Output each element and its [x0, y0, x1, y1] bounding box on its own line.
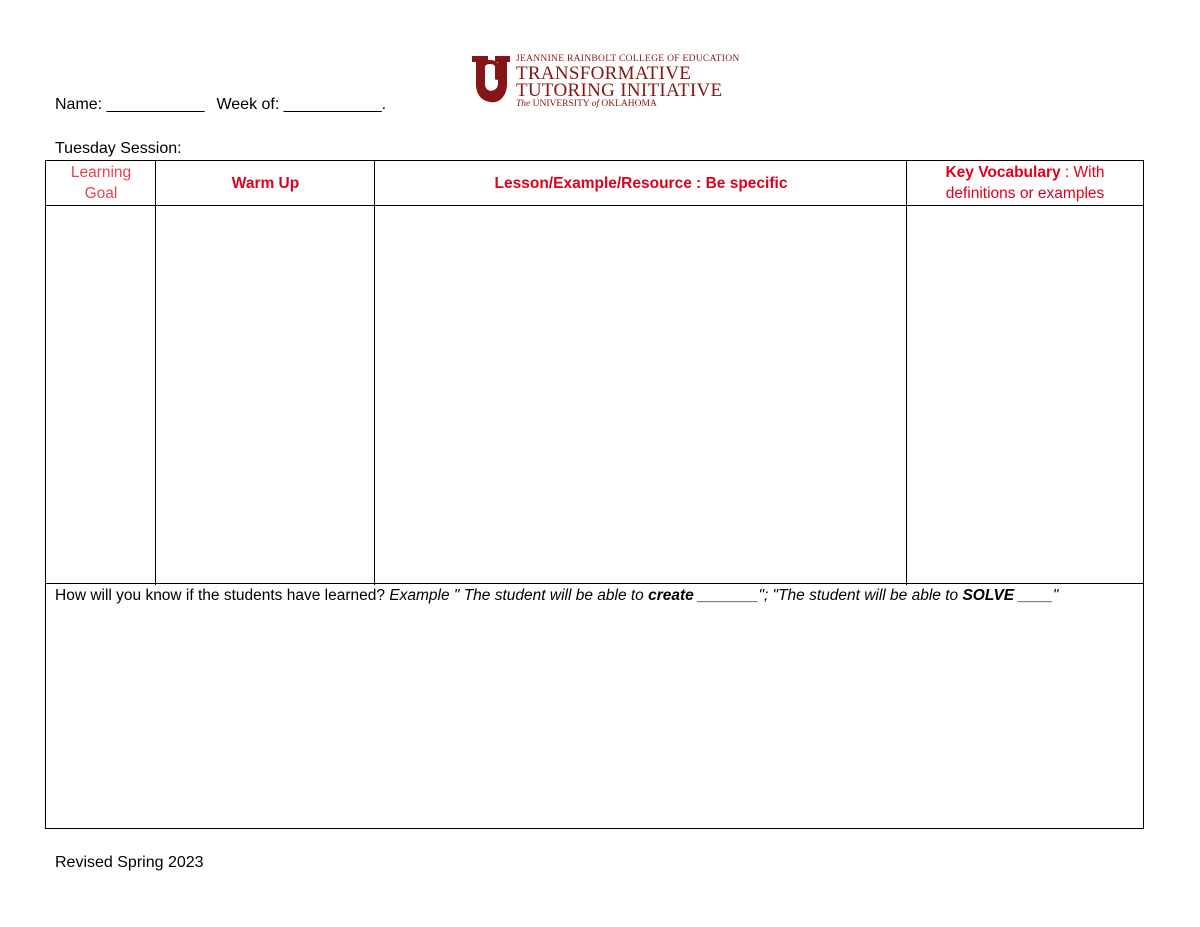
logo-title-line2: TUTORING INITIATIVE: [516, 80, 723, 101]
logo-college-name: JEANNINE RAINBOLT COLLEGE OF EDUCATION: [516, 54, 740, 64]
question-example1: Example " The student will be able to: [389, 587, 649, 604]
header-key-vocabulary: [907, 161, 1143, 205]
week-field[interactable]: Week of: ___________.: [216, 96, 387, 113]
learning-goal-column[interactable]: [46, 161, 156, 585]
header-vocab-bold: Key Vocabulary: [945, 164, 1061, 181]
question-example1-tail: _______"; "The student will be able to: [693, 587, 963, 604]
session-title: Tuesday Session:: [55, 140, 182, 157]
logo-univ-of: of: [591, 99, 600, 109]
question-create: create: [648, 587, 694, 604]
logo-univ-the: The: [516, 99, 531, 109]
header-learning-goal: Learning Goal: [70, 164, 132, 202]
logo-title-line1: TRANSFORMATIVE: [516, 63, 692, 84]
assessment-divider: [46, 583, 1143, 584]
question-example2-tail: ____": [1014, 587, 1059, 604]
name-week-line: [55, 96, 386, 114]
ou-tutoring-logo: [468, 54, 778, 112]
header-warm-up: Warm Up: [231, 174, 300, 192]
header-lesson: Lesson/Example/Resource : Be specific: [494, 174, 788, 192]
logo-univ-state: OKLAHOMA: [599, 99, 657, 109]
logo-university: [516, 99, 657, 109]
logo-univ-main: UNIVERSITY: [530, 99, 592, 109]
header-vocab-rest: : With definitions or examples: [945, 164, 1105, 202]
assessment-question: [55, 587, 1058, 605]
header-divider: [46, 205, 1143, 206]
ou-logo-icon: [468, 54, 512, 108]
warm-up-column[interactable]: [156, 161, 375, 585]
question-lead: How will you know if the students have learned?: [55, 587, 390, 604]
lesson-plan-table: [45, 160, 1144, 829]
lesson-column[interactable]: [375, 161, 907, 585]
revision-note: Revised Spring 2023: [55, 854, 204, 871]
name-field[interactable]: Name: ___________: [55, 96, 205, 113]
question-solve: SOLVE: [962, 587, 1015, 604]
